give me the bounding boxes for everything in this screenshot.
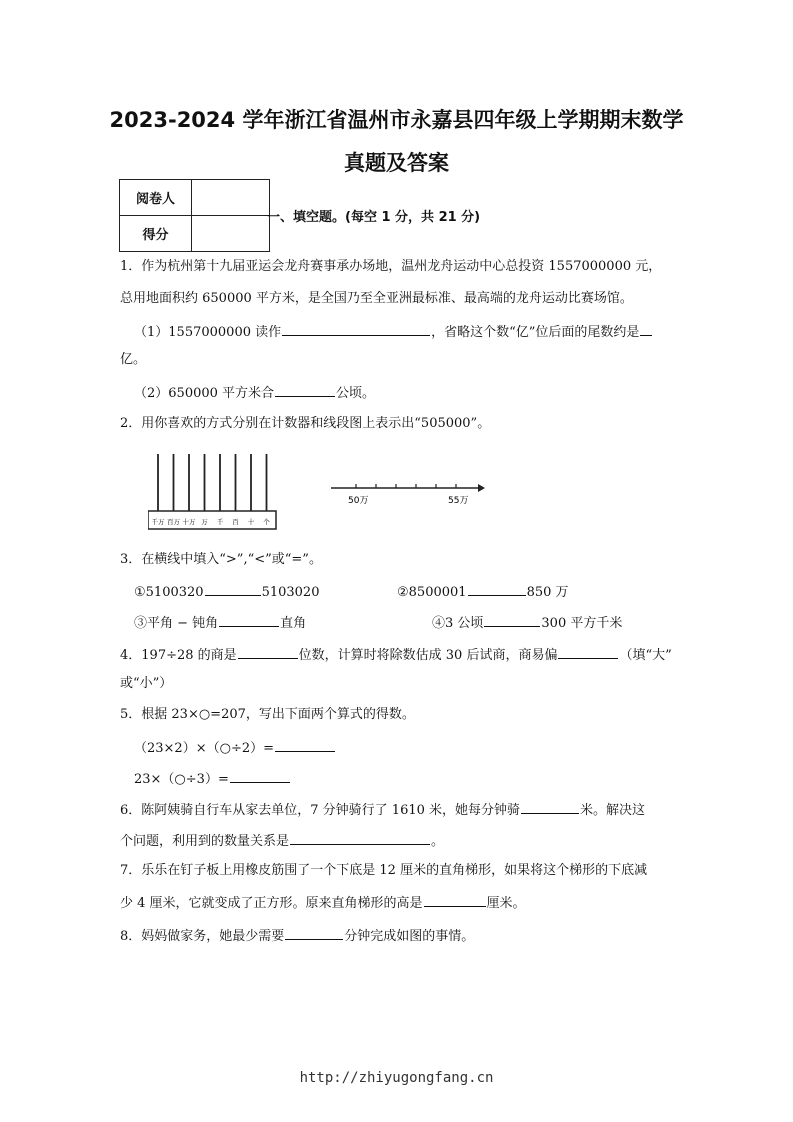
q6-text-a: 6．陈阿姨骑自行车从家去单位，7 分钟骑行了 1610 米，她每分钟骑 bbox=[120, 803, 521, 818]
q3-item2-left: ②8500001 bbox=[397, 585, 467, 600]
number-line-label-55: 55万 bbox=[448, 496, 469, 506]
q5-expr2-text: 23×（○÷3）= bbox=[134, 772, 229, 787]
abacus-place-label: 个 bbox=[263, 518, 270, 526]
abacus-place-label: 十 bbox=[247, 518, 255, 526]
q1-part2-text-b: 公顷。 bbox=[336, 386, 376, 401]
q5-expr1-text: （23×2）×（○÷2）= bbox=[134, 741, 274, 756]
score-cell bbox=[192, 216, 270, 252]
q6-line1 bbox=[120, 800, 645, 820]
q6-blank-speed[interactable] bbox=[521, 800, 579, 814]
score-label: 得分 bbox=[120, 216, 192, 252]
q4-text-c: （填“大” bbox=[619, 648, 672, 663]
q4-blank-digits[interactable] bbox=[238, 645, 298, 659]
q5-blank-2[interactable] bbox=[230, 769, 290, 783]
q3-blank-4[interactable] bbox=[484, 613, 540, 627]
abacus-place-label: 十万 bbox=[182, 518, 196, 526]
number-line-arrow bbox=[478, 484, 485, 492]
q7-line2 bbox=[120, 893, 526, 913]
document-title-line2: 真题及答案 bbox=[344, 151, 449, 175]
q1-part1-text-b: ，省略这个数“亿”位后面的尾数约是 bbox=[431, 325, 640, 340]
q8-line bbox=[120, 926, 474, 946]
abacus-place-label: 万 bbox=[201, 518, 208, 526]
q3-item2 bbox=[397, 582, 569, 602]
q8-text-b: 分钟完成如图的事情。 bbox=[344, 929, 475, 944]
q3-stem: 3．在横线中填入“>”,“<”或“=”。 bbox=[120, 552, 322, 567]
q3-item1-left: ①5100320 bbox=[134, 585, 204, 600]
reviewer-label: 阅卷人 bbox=[120, 180, 192, 216]
q6-text-d: 。 bbox=[431, 834, 445, 849]
section1-heading: 一、填空题。(每空 1 分，共 21 分) bbox=[267, 210, 481, 225]
q3-item4-right: 300 平方千米 bbox=[541, 616, 623, 631]
footer-url[interactable]: http://zhiyugongfang.cn bbox=[299, 1070, 494, 1086]
q1-blank-reading[interactable] bbox=[282, 322, 430, 336]
q7-text-c: 厘米。 bbox=[486, 896, 526, 911]
q1-part1-text-c: 亿。 bbox=[120, 352, 147, 367]
q5-stem: 5．根据 23×○=207，写出下面两个算式的得数。 bbox=[120, 707, 415, 722]
q3-item1-right: 5103020 bbox=[261, 585, 320, 600]
score-table bbox=[119, 179, 270, 252]
q3-item2-right: 850 万 bbox=[526, 585, 569, 600]
q3-blank-2[interactable] bbox=[468, 582, 526, 596]
q3-item4-left: ④3 公顷 bbox=[432, 616, 484, 631]
q4-text-a: 4．197÷28 的商是 bbox=[120, 648, 237, 663]
q4-text-d: 或“小”） bbox=[120, 676, 173, 691]
q6-text-b: 米。解决这 bbox=[580, 803, 646, 818]
q6-text-c: 个问题，利用到的数量关系是 bbox=[120, 834, 290, 849]
q7-blank-height[interactable] bbox=[424, 893, 486, 907]
q4-line1 bbox=[120, 645, 672, 665]
q4-text-b: 位数，计算时将除数估成 30 后试商，商易偏 bbox=[298, 648, 558, 663]
q7-text-b: 少 4 厘米，它就变成了正方形。原来直角梯形的高是 bbox=[120, 896, 423, 911]
q1-stem-a: 1．作为杭州第十九届亚运会龙舟赛事承办场地，温州龙舟运动中心总投资 1557000000 元， bbox=[120, 259, 662, 274]
q3-blank-1[interactable] bbox=[205, 582, 261, 596]
q3-item3 bbox=[134, 613, 306, 633]
q5-expr2 bbox=[134, 769, 291, 789]
number-line-label-50: 50万 bbox=[348, 496, 369, 506]
abacus-figure bbox=[148, 452, 278, 532]
q1-stem-b: 总用地面积约 650000 平方米，是全国乃至全亚洲最标准、最高端的龙舟运动比赛场馆。 bbox=[120, 291, 633, 306]
q8-blank-minutes[interactable] bbox=[285, 926, 343, 940]
q3-item1 bbox=[134, 582, 319, 602]
q1-part1 bbox=[134, 322, 653, 342]
q7-line1: 7．乐乐在钉子板上用橡皮筋围了一个下底是 12 厘米的直角梯形，如果将这个梯形的下底减 bbox=[120, 863, 648, 878]
q6-line2 bbox=[120, 831, 444, 851]
q3-item3-left: ③平角 − 钝角 bbox=[134, 616, 219, 631]
number-line-figure bbox=[328, 478, 488, 512]
abacus-place-label: 千万 bbox=[151, 518, 165, 526]
q5-blank-1[interactable] bbox=[275, 738, 335, 752]
q1-blank-hectare[interactable] bbox=[275, 383, 335, 397]
q1-part2 bbox=[134, 383, 375, 403]
q3-blank-3[interactable] bbox=[219, 613, 279, 627]
q6-blank-relation[interactable] bbox=[290, 831, 430, 845]
q3-item4 bbox=[432, 613, 622, 633]
abacus-place-label: 百万 bbox=[167, 518, 180, 526]
q3-item3-right: 直角 bbox=[280, 616, 307, 631]
abacus-place-label: 百 bbox=[232, 518, 239, 526]
q1-part2-text-a: （2）650000 平方米合 bbox=[134, 386, 275, 401]
q1-blank-approx[interactable] bbox=[640, 322, 652, 336]
q2-stem: 2．用你喜欢的方式分别在计数器和线段图上表示出“505000”。 bbox=[120, 416, 491, 431]
abacus-place-label: 千 bbox=[216, 518, 224, 526]
q8-text-a: 8．妈妈做家务，她最少需要 bbox=[120, 929, 285, 944]
document-title-line1: 2023-2024 学年浙江省温州市永嘉县四年级上学期期末数学 bbox=[109, 108, 684, 132]
q1-part1-text-a: （1）1557000000 读作 bbox=[134, 325, 282, 340]
q4-blank-direction[interactable] bbox=[558, 645, 618, 659]
reviewer-cell bbox=[192, 180, 270, 216]
q5-expr1 bbox=[134, 738, 336, 758]
